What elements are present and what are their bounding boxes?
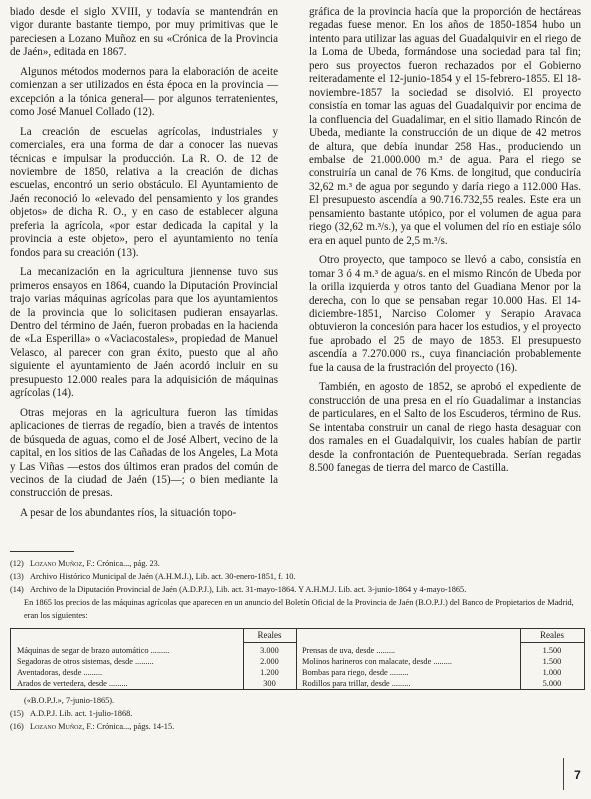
footnote-13: (13) Archivo Histórico Municipal de Jaén (A.H.M.J.), Lib. act. 30-enero-1851, f. 10.: [10, 572, 296, 582]
table-row: Aventadoras, desde ......... 1.200: [17, 668, 279, 677]
table-row: Máquinas de segar de brazo automático ......... 3.000: [17, 646, 279, 655]
paragraph: También, en agosto de 1852, se aprobó el expediente de construcción de una presa en el río Guadalimar a instancias de particulares, en el Salto de los Escuderos, término de Rus. Se intentaba construir un canal de riego hasta desaguar con dos ramales en el Guadalquivir, los cuales habían de partir desde la confrontación de Puentequebrada. Serían regadas 8.500 fanegas de tierra del marco de Castilla.: [309, 381, 581, 474]
paragraph: Otro proyecto, que tampoco se llevó a cabo, consistía en tomar 3 ó 4 m.³ de agua/s. en el mismo Rincón de Ubeda por la orilla izquierda y otros tanto del Guadiana Menor por la derecha, con lo que se pensaban regar 10.000 Has. El 14-diciembre-1851, Narciso Colomer y Serapio Aravaca obtuvieron la concesión para hacer los estudios, y el proyecto fue aprobado el 25 de mayo de 1853. El presupuesto ascendía a 7.270.000 rs., cuya financiación probablemente fue la causa de la frustración del proyecto (16).: [309, 254, 581, 374]
paragraph: La mecanización en la agricultura jiennense tuvo sus primeros ensayos en 1864, cuando la Diputación Provincial trajo varias máquinas agrícolas para que los ayuntamientos de la provincia que lo solicitasen pudieran ensayarlas. Dentro del término de Jaén, fueron probadas en la hacienda de «La Esperilla» o «Vaciacostales», propiedad de Manuel Velasco, al parecer con gran éxito, puesto que al año siguiente el ayuntamiento de Jaén acordó incluir en su presupuesto 12.000 reales para la adquisición de máquinas agrícolas (14).: [10, 266, 278, 400]
table-row: Rodillos para trillar, desde ......... 5.000: [302, 679, 562, 688]
footnote-separator: [10, 551, 74, 552]
price-rows-right: [302, 645, 584, 689]
paragraph: La creación de escuelas agrícolas, industriales y comerciales, era una forma de dar a conocer las nuevas técnicas e impulsar la producción. La R. O. de 12 de noviembre de 1850, relativa a la creación de dichas escuelas, encontró un serio obstáculo. El Ayuntamiento de Jaén reconoció lo «elevado del pensamiento y los grandes objetos» de dicha R. O., y en caso de establecer alguna preferia la agrícola, «por estar dedicada la capital y la provincia a este objeto», pero el ayuntamiento no tenía fondos para su creación (13).: [10, 125, 278, 259]
footnote-15: (15) A.D.P.J. Lib. act. 1-julio-1868.: [10, 709, 133, 719]
table-row: Prensas de uva, desde ......... 1.500: [302, 646, 562, 655]
right-column: [309, 6, 581, 481]
paragraph: A pesar de los abundantes ríos, la situación topo-: [20, 506, 237, 519]
footnote-16: (16) Lozano Muñoz, F.: Crónica..., págs. 14-15.: [10, 722, 175, 732]
table-row: Arados de vertedera, desde ......... 300: [17, 679, 276, 688]
table-row: Bombas para riego, desde ......... 1.000: [302, 668, 562, 677]
footnote-12: (12) Lozano Muñoz, F.: Crónica..., pág. 23.: [10, 559, 160, 568]
table-source: («B.O.P.J.», 7-junio-1865).: [24, 696, 115, 705]
page-number: 7: [563, 758, 591, 790]
column-header: Reales: [257, 630, 282, 640]
paragraph: biado desde el siglo XVIII, y todavía se mantendrán en vigor durante bastante tiempo, por muy primitivas que le pareciesen a Lozano Muñoz en su «Crónica de la Provincia de Jaén», editada en 1867.: [10, 6, 278, 59]
footnotes: [10, 551, 585, 622]
table-row: Segadoras de otros sistemas, desde ......... 2.000: [17, 657, 279, 666]
table-row: Molinos harineros con malacate, desde ......... 1.500: [302, 657, 562, 666]
left-column: [10, 6, 278, 526]
footnote-14: (14) Archivo de la Diputación Provincial de Jaén (A.D.P.J.), Lib. act. 31-mayo-1864. Y A.H.M.J. Lib. act. 3-junio-1864 y 4-mayo-1865.: [10, 585, 467, 595]
price-table-left: [11, 629, 297, 689]
paragraph: gráfica de la provincia hacía que la proporción de hectáreas regadas fuese menor. En los años de 1850-1854 hubo un intento para utilizar las aguas del Guadalquivir en el riego de la Loma de Ubeda, formándose una sociedad para tal fin; pero sus proyectos fueron rechazados por el Gobierno reiteradamente el 12-junio-1854 y el 15-febrero-1855. El 18-noviembre-1857 la sociedad se disolvió. El proyecto consistía en tomar las aguas del Guadalquivir por encima de la confluencia del Guadalimar, en el sitio llamado Rincón de Ubeda, mediante la construcción de un dique de 42 metros de altura, que debía inundar 258 Has., produciendo un embalse de 21.000.000 m.³ de agua. Para el riego se construiría un canal de 76 Kms. de longitud, que conduciría 32,62 m.³ de agua por segundo y daría riego a 112.000 Has. El presupuesto ascendía a 90.716.732,55 reales. Este era un pensamiento bastante utópico, por el volumen de agua para riego (32,62 m.³/s.), ya que el volumen del río en estiaje sólo era en aquel punto de 2,5 m.³/s.: [309, 6, 581, 247]
column-header: Reales: [540, 630, 564, 640]
price-rows-left: [17, 645, 296, 689]
price-table-right: [296, 629, 584, 689]
paragraph: Otras mejoras en la agricultura fueron las tímidas aplicaciones de tierras de regadío, bien a través de intentos de búsqueda de aguas, como el de José Albert, vecino de la capital, en los sitios de las Cañadas de los Angeles, La Mota y Las Viñas —estos dos últimos eran prados del común de vecinos de la ciudad de Jaén (15)—; o bien mediante la construcción de presas.: [10, 406, 278, 500]
footnote-14-continuation: En 1865 los precios de las máquinas agrícolas que aparecen en un anuncio del Boletín Oficial de la Provincia de Jaén (B.O.P.J.) del Banco de Propietarios de Madrid, eran los siguientes:: [24, 598, 574, 621]
price-table: [10, 628, 585, 690]
paragraph: Algunos métodos modernos para la elaboración de aceite comienzan a ser utilizados en ésta época en la provincia —excepción a la tónica general— por algunos terratenientes, como José Manuel Collado (12).: [10, 65, 278, 119]
footnotes-continued: [10, 694, 585, 733]
